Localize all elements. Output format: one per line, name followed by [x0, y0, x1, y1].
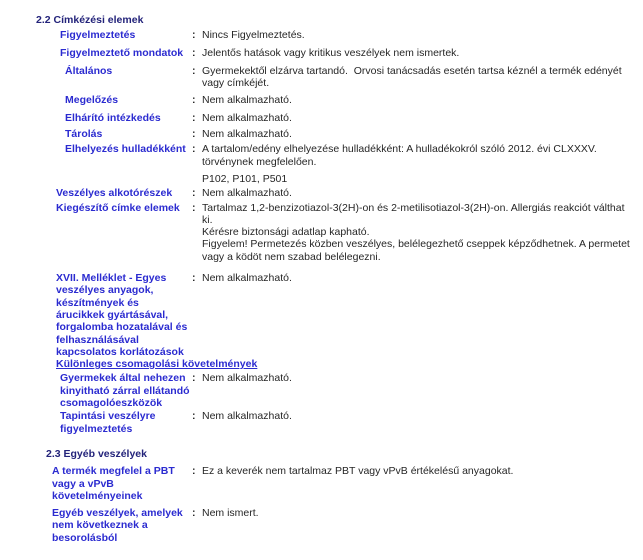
row-xvii-melleklet	[0, 272, 643, 358]
field-label: Figyelmeztetés	[60, 29, 136, 42]
row-gyermekbiztos-zar	[0, 372, 643, 409]
field-value: Nem alkalmazható.	[202, 272, 292, 285]
colon-separator: :	[192, 128, 196, 141]
field-value: Ez a keverék nem tartalmaz PBT vagy vPvB értékelésű anyagokat.	[202, 465, 514, 478]
field-label: XVII. Melléklet - Egyes veszélyes anyagok, készítmények és árucikkek gyártásával, forgalomba hozatalával és felhasználásával kapcsolatos korlátozások	[56, 272, 188, 358]
row-elhelyezes-hulladekkent	[0, 143, 643, 185]
subheading-csomagolasi-kovetelmenyek: Különleges csomagolási követelmények	[56, 358, 258, 371]
field-value: Nem alkalmazható.	[202, 187, 292, 200]
row-figyelmezteto-mondatok	[0, 47, 643, 59]
field-label: Tárolás	[65, 128, 103, 141]
row-altalanos	[0, 65, 643, 90]
field-value: Nem alkalmazható.	[202, 410, 292, 423]
colon-separator: :	[192, 372, 196, 385]
colon-separator: :	[192, 187, 196, 200]
row-kiegeszito-cimke-elemek	[0, 202, 643, 263]
p-statements: P102, P101, P501	[202, 172, 288, 185]
row-figyelmeztetes	[0, 29, 643, 41]
row-veszelyes-alkotoreszek	[0, 187, 643, 199]
row-tarolas	[0, 128, 643, 140]
colon-separator: :	[192, 272, 196, 285]
field-value: Tartalmaz 1,2-benzizotiazol-3(2H)-on és 2-metilisotiazol-3(2H)-on. Allergiás reakciót válthat ki. Kérésre biztonsági adatlap kapható. Figyelem! Permetezés közben veszélyes, belélegezhető cseppek képződhetnek. A permetet vagy a ködöt nem szabad belélegezni.	[202, 201, 630, 263]
row-pbt-vpvb	[0, 465, 643, 502]
field-label: Kiegészítő címke elemek	[56, 201, 180, 214]
field-label: Elhárító intézkedés	[65, 111, 161, 124]
field-value: A tartalom/edény elhelyezése hulladékként: A hulladékokról szóló 2012. évi CLXXXV. törvénynek megfelelően. P102, P101, P501	[202, 143, 643, 185]
field-label: Megelőzés	[65, 94, 119, 107]
field-label: Tapintási veszélyre figyelmeztetés	[60, 410, 156, 435]
row-megelozes	[0, 94, 643, 106]
colon-separator: :	[192, 46, 196, 59]
row-tapintasi-veszely	[0, 410, 643, 435]
row-elharito-intezkedes	[0, 112, 643, 124]
field-value: Gyermekektől elzárva tartandó. Orvosi tanácsadás esetén tartsa kéznél a termék edényét vagy címkéjét.	[202, 64, 622, 90]
colon-separator: :	[192, 111, 196, 124]
field-value: Nem alkalmazható.	[202, 128, 292, 141]
field-value: Nem alkalmazható.	[202, 94, 292, 107]
field-label: A termék megfelel a PBT vagy a vPvB követelményeinek	[52, 465, 175, 502]
colon-separator: :	[192, 465, 196, 478]
colon-separator: :	[192, 94, 196, 107]
field-label: Egyéb veszélyek, amelyek nem következnek a besorolásból	[52, 507, 183, 544]
colon-separator: :	[192, 201, 196, 214]
field-value: Nem ismert.	[202, 507, 259, 520]
colon-separator: :	[192, 29, 196, 42]
section-heading-2-3: 2.3 Egyéb veszélyek	[46, 447, 147, 460]
field-value: Nincs Figyelmeztetés.	[202, 29, 305, 42]
field-label: Gyermekek által nehezen kinyitható zárral ellátandó csomagolóeszközök	[60, 372, 190, 410]
field-label: Elhelyezés hulladékként	[65, 143, 186, 156]
field-label: Figyelmeztető mondatok	[60, 46, 184, 59]
field-value: Nem alkalmazható.	[202, 111, 292, 124]
field-label: Általános	[65, 64, 113, 77]
row-egyeb-veszelyek	[0, 507, 643, 544]
field-value: Nem alkalmazható.	[202, 372, 292, 385]
section-heading-2-2: 2.2 Címkézési elemek	[36, 14, 144, 26]
field-value: Jelentős hatások vagy kritikus veszélyek nem ismertek.	[202, 46, 460, 59]
field-label: Veszélyes alkotórészek	[56, 187, 173, 200]
colon-separator: :	[192, 410, 196, 423]
colon-separator: :	[192, 64, 196, 77]
colon-separator: :	[192, 507, 196, 520]
colon-separator: :	[192, 143, 196, 156]
